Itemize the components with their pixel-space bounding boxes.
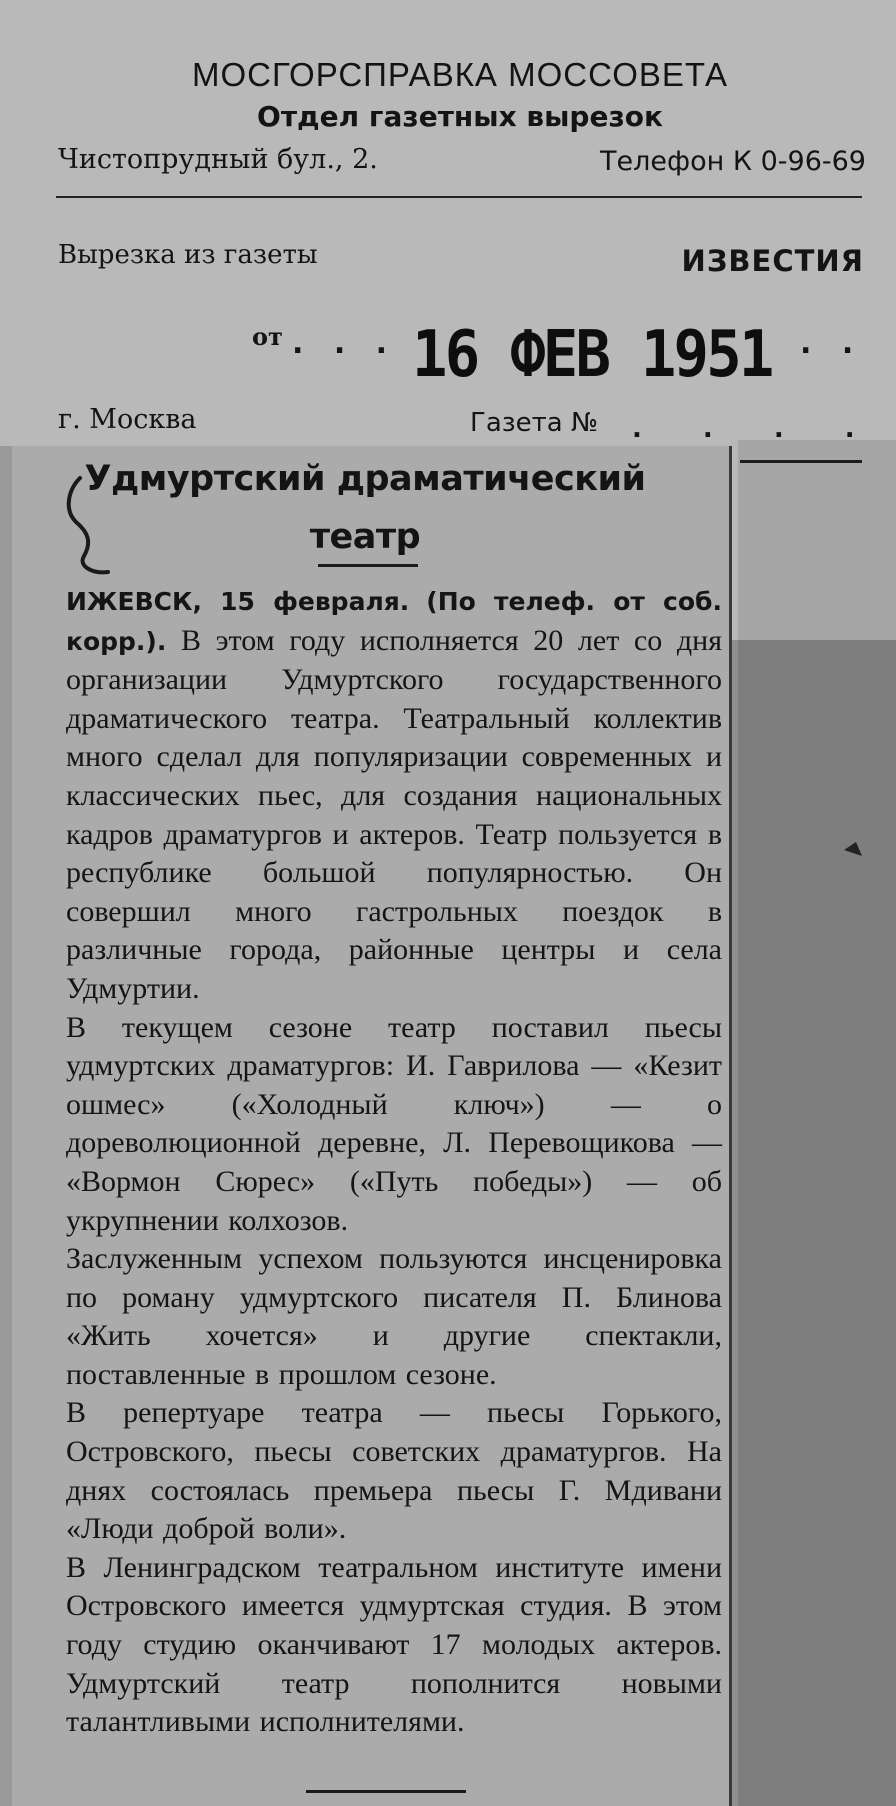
header-rule — [56, 196, 862, 198]
organization-name: МОСГОРСПРАВКА МОССОВЕТА — [192, 56, 728, 93]
phone-number: Телефон К 0-96-69 — [600, 146, 866, 177]
date-prefix: от — [252, 322, 283, 351]
background-sheet — [738, 440, 896, 640]
newspaper-name: ИЗВЕСТИЯ — [681, 244, 864, 278]
lede-source: (По телеф. от соб. корр.). — [66, 587, 723, 656]
city: г. Москва — [58, 404, 197, 435]
article-body — [66, 582, 722, 1742]
background-shadow — [738, 640, 896, 1806]
article-headline: Удмуртский драматический театр — [84, 459, 646, 557]
department-name: Отдел газетных вырезок — [257, 100, 663, 133]
headline-rule — [318, 564, 418, 567]
header-rule-short — [740, 460, 862, 463]
article-paragraph: Заслуженным успехом пользуются инсценировка по роману удмуртского писателя П. Блинова «Жить хочется» и другие спектакли, поставленные в прошлом сезоне. — [66, 1242, 722, 1391]
gazette-number-label: Газета № — [470, 408, 598, 438]
lede-location: ИЖЕВСК, 15 февраля. — [66, 587, 410, 616]
paper-edge — [0, 446, 12, 1806]
fill-dots: . . . — [292, 326, 398, 361]
article-paragraph: В текущем сезоне театр поставил пьесы удмуртских драматургов: И. Гаврилова — «Кезит ошмес» («Холодный ключ») — о дореволюционной деревне, Л. Перевощикова — «Вормон Сюрес» («Путь победы») — об укрупнении колхозов. — [66, 1010, 722, 1237]
paragraph-text: В этом году исполняется 20 лет со дня организации Удмуртского государственного драматического театра. Театральный коллектив много сделал для популяризации современных и классических пьес, для создания национальных кадров драматургов и актеров. Театр пользуется в республике большой популярностью. Он совершил много гастрольных поездок в различные города, районные центры и села Удмуртии. — [66, 623, 723, 1005]
article-paragraph: В репертуаре театра — пьесы Горького, Островского, пьесы советских драматургов. На днях состоялась премьера пьесы Г. Мдивани «Люди доброй воли». — [66, 1396, 722, 1546]
address: Чистопрудный бул., 2. — [58, 144, 378, 175]
article-paragraph — [66, 582, 722, 1009]
fill-dots: . . — [800, 326, 864, 361]
margin-mark-icon — [842, 840, 864, 858]
date-stamp: 16 ФЕВ 1951 — [412, 318, 772, 392]
clip-label: Вырезка из газеты — [58, 240, 318, 270]
end-rule — [306, 1790, 466, 1793]
article-paragraph: В Ленинградском театральном институте имени Островского имеется удмуртская студия. В этом году студию оканчивают 17 молодых актеров. Удмуртский театр пополнится новыми талантливыми исполнителями. — [66, 1550, 722, 1739]
fill-dots: . . . . — [632, 414, 881, 444]
